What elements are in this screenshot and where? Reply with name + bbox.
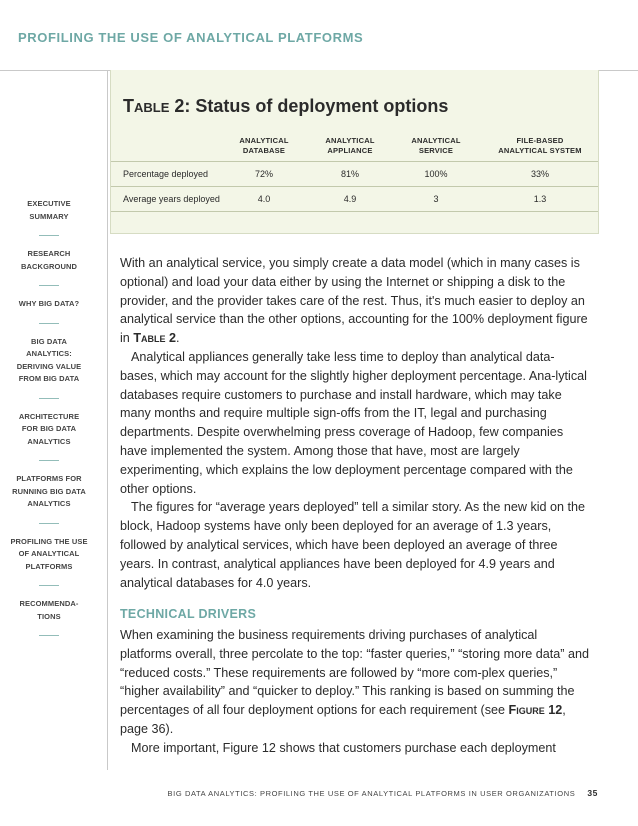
paragraph: The figures for “average years deployed” tell a similar story. As the new kid on the block, Hadoop systems have only been deployed for an average of 1.3 years, followed by analytical services, which have been deployed an average of three years. In contrast, analytical appliances have been deployed for 4.9 years and analytical databases for 4.0 years. [120, 500, 586, 590]
nav-line: RESEARCH [27, 249, 71, 258]
section-heading: TECHNICAL DRIVERS [120, 607, 257, 621]
paragraph-text: . [176, 331, 180, 346]
table-reference-link[interactable]: Table 2 [133, 331, 177, 346]
paragraph-text: , page 36). [120, 703, 566, 736]
row-label: Percentage deployed [123, 169, 209, 179]
table-cell: 72% [254, 169, 273, 179]
sidebar-divider [107, 70, 108, 770]
nav-separator [39, 523, 59, 524]
table-title-text: Status of deployment options [195, 96, 449, 116]
column-header-line: ANALYTICAL SYSTEM [498, 146, 582, 155]
nav-line: BACKGROUND [21, 261, 77, 271]
paragraph [120, 626, 590, 739]
nav-separator [39, 323, 59, 324]
nav-item-why-big-data[interactable] [0, 298, 98, 311]
nav-line: BIG DATA [31, 336, 67, 346]
table-cell: 100% [424, 169, 448, 179]
column-header-line: ANALYTICAL [411, 136, 461, 145]
nav-line: SUMMARY [29, 211, 69, 221]
nav-separator [39, 398, 59, 399]
column-header-line: APPLIANCE [327, 146, 373, 155]
nav-line: ANALYTICS [27, 436, 71, 446]
footer-title: BIG DATA ANALYTICS: PROFILING THE USE OF ANALYTICAL PLATFORMS IN USER ORGANIZATIONS [167, 789, 576, 798]
main-body-text [120, 254, 590, 592]
row-divider [111, 161, 598, 162]
nav-item-recommendations[interactable] [0, 598, 98, 623]
nav-separator [39, 585, 59, 586]
page-footer [0, 788, 598, 798]
nav-line: WHY BIG DATA? [18, 299, 80, 308]
page-number: 35 [587, 788, 598, 798]
table-cell: 4.0 [257, 194, 271, 204]
section-nav [0, 198, 98, 648]
nav-separator [39, 235, 59, 236]
running-header: PROFILING THE USE OF ANALYTICAL PLATFORMS [18, 30, 364, 45]
column-header-line: FILE-BASED [516, 136, 564, 145]
column-header [321, 136, 379, 156]
deployment-status-table [110, 70, 599, 234]
paragraph-text: When examining the business requirements driving purchases of analytical platforms overall, three percolate to the top: “faster queries,” “storing more data” and “reduced costs.” These requirements are followed by “more com-plex queries,” “higher availability” and “quicker to deploy.” This ranking is based on summing the percentages of all four deployment options for each requirement (see [120, 628, 589, 718]
nav-line: TIONS [37, 611, 61, 621]
row-divider [111, 186, 598, 187]
nav-line: ARCHITECTURE [18, 411, 80, 421]
table-cell: 81% [340, 169, 359, 179]
nav-line: EXECUTIVE [27, 199, 71, 208]
nav-item-platforms[interactable] [0, 473, 98, 511]
nav-line: ANALYTICS [27, 499, 71, 508]
nav-separator [39, 635, 59, 636]
column-header-line: ANALYTICAL [325, 136, 375, 145]
nav-line: RUNNING BIG DATA [12, 486, 86, 496]
column-header [407, 136, 465, 156]
paragraph: Analytical appliances generally take less time to deploy than analytical data-bases, which may account for the slightly higher deployment percentage. Ana-lytical databases require customers to purchase and install hardware, which may take many months and require multiple sign-offs from the IT, legal and purchasing departments. Despite overwhelming press coverage of Hadoop, few companies have implemented the system. Among those that have, most are largely experimenting, which explains the low deployment percentage compared with the other options. [120, 349, 587, 496]
nav-item-profiling[interactable] [0, 536, 98, 574]
nav-separator [39, 285, 59, 286]
table-cell: 4.9 [343, 194, 357, 204]
nav-line: FOR BIG DATA [21, 424, 77, 433]
nav-line: PROFILING THE USE [10, 536, 88, 546]
table-title [123, 96, 448, 117]
row-label: Average years deployed [123, 194, 220, 204]
nav-line: OF ANALYTICAL [18, 549, 80, 558]
row-divider [111, 211, 598, 212]
column-header [491, 136, 589, 156]
nav-line: ANALYTICS: [26, 349, 72, 358]
nav-item-research-background[interactable] [0, 248, 98, 273]
nav-separator [39, 460, 59, 461]
column-header [235, 136, 293, 156]
column-header-line: ANALYTICAL [239, 136, 289, 145]
table-title-prefix: Table 2: [123, 96, 191, 116]
nav-item-architecture[interactable] [0, 411, 98, 449]
nav-item-executive-summary[interactable] [0, 198, 98, 223]
nav-line: PLATFORMS [25, 561, 73, 571]
column-header-line: DATABASE [242, 146, 286, 155]
paragraph-text: With an analytical service, you simply create a data model (which in many cases is optional) and load your data either by using the Internet or shipping a disk to the provider, and the provider takes care of the rest. Thus, it's much easier to deploy an analytical service than the other options, accounting for the 100% deployment figure in [120, 256, 588, 346]
nav-line: PLATFORMS FOR [16, 474, 82, 483]
nav-line: DERIVING VALUE [16, 361, 82, 371]
table-cell: 1.3 [533, 194, 547, 204]
paragraph [120, 254, 590, 348]
technical-drivers-text [120, 626, 590, 758]
nav-line: FROM BIG DATA [18, 374, 80, 383]
table-cell: 33% [530, 169, 549, 179]
figure-reference-link[interactable]: Figure 12 [508, 703, 563, 718]
table-cell: 3 [433, 194, 439, 204]
nav-item-big-data-analytics[interactable] [0, 336, 98, 386]
paragraph: More important, Figure 12 shows that customers purchase each deployment [131, 740, 556, 755]
nav-line: RECOMMENDA- [19, 599, 79, 608]
column-header-line: SERVICE [418, 146, 454, 155]
